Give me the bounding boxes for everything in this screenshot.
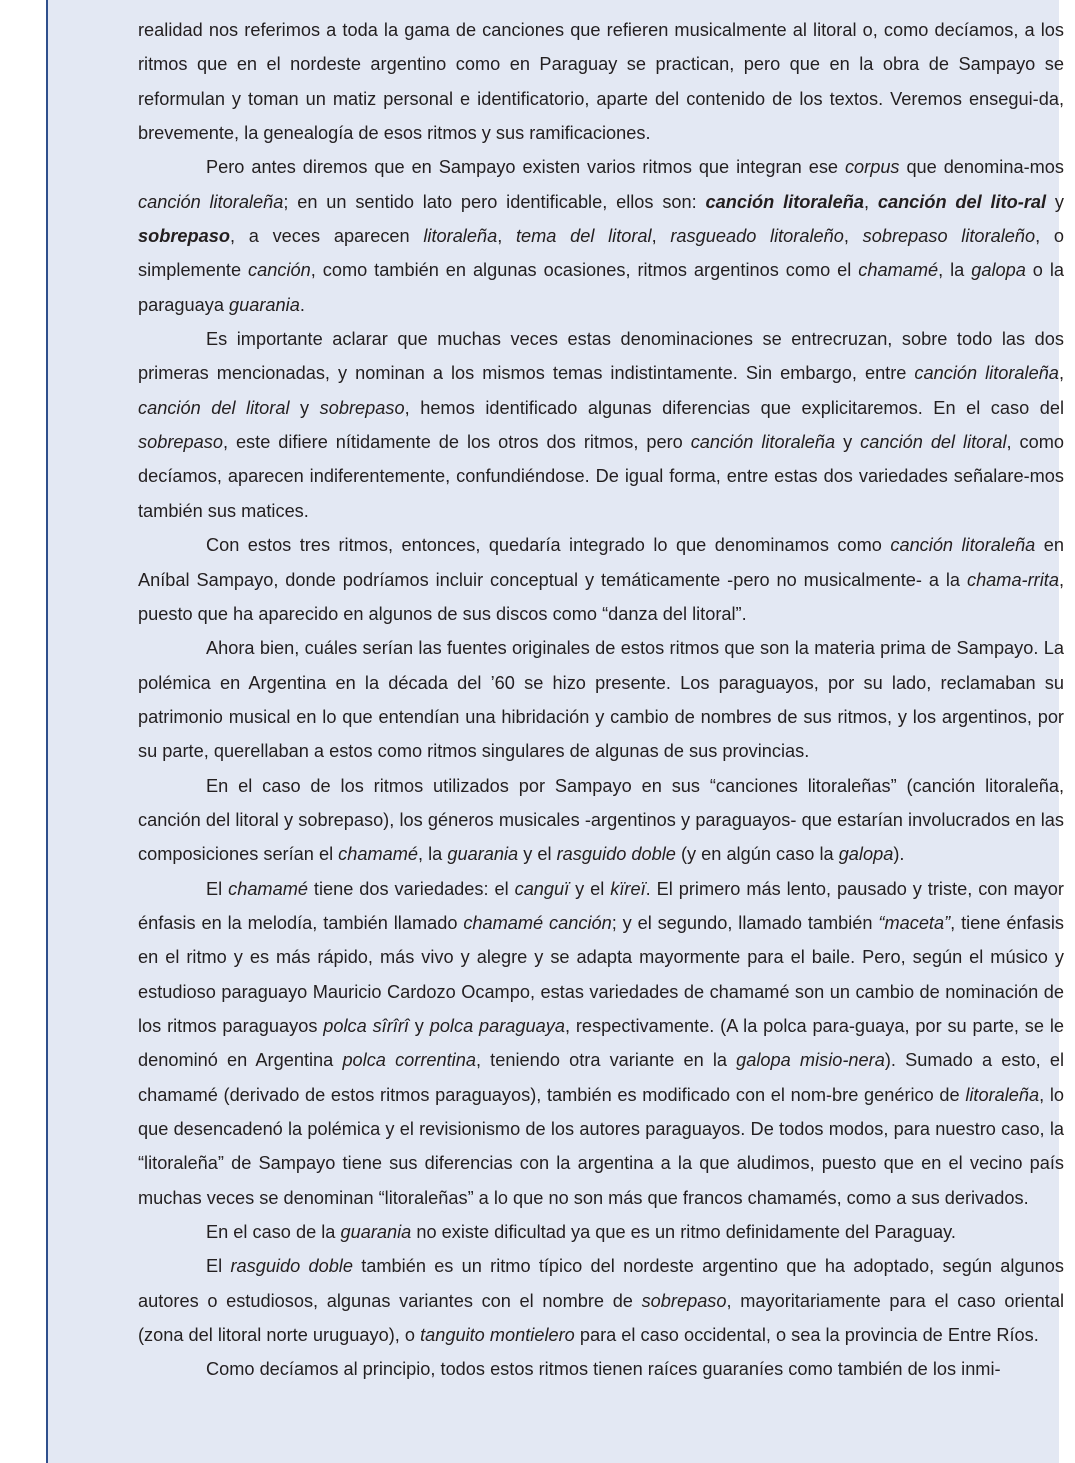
text-run: para el caso occidental, o sea la provincia de Entre Ríos. [574,1325,1039,1346]
italic-term: galopa misio-nera [736,1050,885,1071]
text-run: , lo que desencadenó la polémica y el revisionismo de los autores paraguayos. De todos modos, para nuestro caso, la “litoraleña” de Sampayo tiene sus diferencias con la argentina a la que aludimos, puesto que en el vecino país muchas veces se denominan “litoraleñas” a lo que no son más que francos chamamés, como a sus derivados. [138,1084,1065,1208]
bold-italic-term: canción del lito-ral [877,191,1047,212]
paragraph [138,872,1064,1215]
text-run: , este difiere nítidamente de los otros dos ritmos, pero [222,432,691,453]
bold-italic-term: sobrepaso [138,226,230,247]
text-run: ; y el segundo, llamado también [611,912,879,933]
text-run: que denomina-mos [899,157,1064,178]
text-run: y [835,432,861,453]
text-run: Con estos tres ritmos, entonces, quedaría integrado lo que denominamos como [206,535,891,556]
text-run: tiene dos variedades: el [307,878,515,899]
text-run: . [299,294,305,315]
text-run: , teniendo otra variante en la [475,1050,737,1071]
text-run: , hemos identificado algunas diferencias que explicitaremos. En el caso del [404,397,1065,418]
italic-term: polca sîrîrî [323,1015,409,1036]
text-run: En el caso de los ritmos utilizados por Sampayo en sus “canciones litoraleñas” (canción litoraleña, canción del litoral y sobrepaso), los géneros musicales -argentinos y paraguayos- que estarían involucrados en las composiciones serían el [138,775,1064,865]
italic-term: rasguido doble [556,844,676,865]
bold-term [878,192,1046,212]
text-run: y [408,1015,430,1036]
text-run: , la [418,844,448,865]
italic-term: rasguido doble [230,1256,353,1277]
paragraph [138,13,1064,150]
italic-term: sobrepaso litoraleño [862,226,1036,247]
italic-term: guarania [447,844,519,865]
text-run: , [843,226,863,247]
text-run: , [651,226,671,247]
italic-term: sobrepaso [641,1290,727,1311]
italic-term: canción del litoral [860,432,1007,453]
paragraph [138,1352,1064,1386]
text-run: El [206,1256,231,1277]
paragraph [138,528,1064,631]
paragraph [138,1249,1064,1352]
text-run: , [1058,363,1064,384]
italic-term: guarania [340,1222,412,1243]
bold-term [706,192,864,212]
text-run: (y en algún caso la [675,844,839,865]
italic-term: sobrepaso [319,397,405,418]
text-run: En el caso de la [206,1222,341,1243]
italic-term: litoraleña [423,226,498,247]
bold-italic-term: canción litoraleña [705,191,864,212]
paragraph [138,150,1064,322]
body-text [138,13,1064,1387]
paragraph [138,769,1064,872]
text-run: y el [518,844,557,865]
italic-term: chamamé canción [463,912,612,933]
text-run: , respectivamente. (A la polca para-guaya, por su parte, se le denominó en Argentina [138,1015,1064,1071]
text-run: Ahora bien, cuáles serían las fuentes originales de estos ritmos que son la materia prima de Sampayo. La polémica en Argentina en la década del ’60 se hizo presente. Los paraguayos, por su lado, reclamaban su patrimonio musical en lo que entendían una hibridación y cambio de nombres de sus ritmos, y los argentinos, por su parte, querellaban a estos como ritmos singulares de algunas de sus provincias. [138,638,1064,762]
page-panel [46,0,1065,1463]
italic-term: canción litoraleña [690,432,836,453]
italic-term: canción litoraleña [138,191,284,212]
text-run: . El primero más lento, pausado y triste, con mayor énfasis en la melodía, también llamado [138,878,1064,933]
text-run: no existe dificultad ya que es un ritmo definidamente del Paraguay. [411,1222,956,1243]
text-run: , como decíamos, aparecen indiferentemente, confundiéndose. De igual forma, entre estas dos variedades señalare-mos también sus matices. [138,432,1064,521]
italic-term: galopa [838,844,894,865]
text-run: , a veces aparecen [229,226,424,247]
text-run: , [497,226,516,247]
text-run: y el [569,878,611,899]
italic-term: polca paraguaya [429,1015,565,1036]
italic-term: tanguito montielero [420,1325,575,1346]
text-run: ). [893,844,905,865]
text-run: , la [938,260,972,281]
italic-term: polca correntina [342,1050,476,1071]
italic-term: kïreï [610,878,646,899]
italic-term: “maceta” [878,912,951,933]
italic-term: guarania [229,294,300,315]
text-run: , mayoritariamente para el caso oriental (zona del litoral norte uruguayo), o [138,1290,1064,1346]
italic-term: tema del litoral [515,226,652,247]
text-run: , puesto que ha aparecido en algunos de sus discos como “danza del litoral”. [138,569,1064,624]
italic-term: canción litoraleña [914,363,1059,384]
text-run: , como también en algunas ocasiones, ritmos argentinos como el [310,260,859,281]
italic-term: corpus [844,157,900,178]
text-run: Como decíamos al principio, todos estos ritmos tienen raíces guaraníes como también de los inmi- [206,1359,1001,1380]
italic-term: sobrepaso [138,432,223,453]
text-run: , tiene énfasis en el ritmo y es más rápido, más vivo y alegre y se adapta mayormente para el baile. Pero, según el músico y estudioso paraguayo Mauricio Cardozo Ocampo, estas variedades de chamamé son un cambio de nominación de los ritmos paraguayos [138,912,1065,1036]
italic-term: chamamé [338,844,419,865]
text-run: El [206,878,229,899]
text-run: , [863,191,878,212]
bold-term [138,226,230,246]
text-run: ; en un sentido lato pero identificable, ellos son: [283,191,706,212]
italic-term: canguï [514,878,570,899]
text-run: o la paraguaya [138,260,1064,315]
italic-term: canción [248,260,311,281]
text-run: en Aníbal Sampayo, donde podríamos incluir conceptual y temáticamente -pero no musicalmente- a la [138,535,1064,590]
italic-term: chama-rrita [966,569,1059,590]
italic-term: canción del litoral [138,397,290,418]
text-run: también es un ritmo típico del nordeste argentino que ha adoptado, según algunos autores o estudiosos, algunas variantes con el nombre de [138,1256,1064,1311]
text-run: realidad nos referimos a toda la gama de canciones que refieren musicalmente al litoral o, como decíamos, a los ritmos que en el nordeste argentino como en Paraguay se practican, pero que en la obra de Sampayo se reformulan y toman un matiz personal e identificatorio, aparte del contenido de los textos. Veremos ensegui-da, brevemente, la genealogía de esos ritmos y sus ramificaciones. [138,20,1064,144]
text-run: , o simplemente [138,226,1064,281]
paragraph [138,1215,1064,1249]
text-run: ). Sumado a esto, el chamamé (derivado de estos ritmos paraguayos), también es modificado con el nom-bre genérico de [138,1050,1064,1105]
text-run: Es importante aclarar que muchas veces estas denominaciones se entrecruzan, sobre todo las dos primeras mencionadas, y nominan a los mismos temas indistintamente. Sin embargo, entre [138,329,1064,384]
italic-term: chamamé [228,878,308,899]
italic-term: chamamé [858,260,939,281]
text-run: Pero antes diremos que en Sampayo existen varios ritmos que integran ese [206,157,845,178]
text-run: y [1046,191,1064,212]
paragraph [138,631,1064,768]
italic-term: galopa [971,260,1026,281]
paragraph [138,322,1064,528]
italic-term: rasgueado litoraleño [670,226,844,247]
italic-term: litoraleña [965,1084,1040,1105]
text-run: y [289,397,320,418]
italic-term: canción litoraleña [890,535,1036,556]
